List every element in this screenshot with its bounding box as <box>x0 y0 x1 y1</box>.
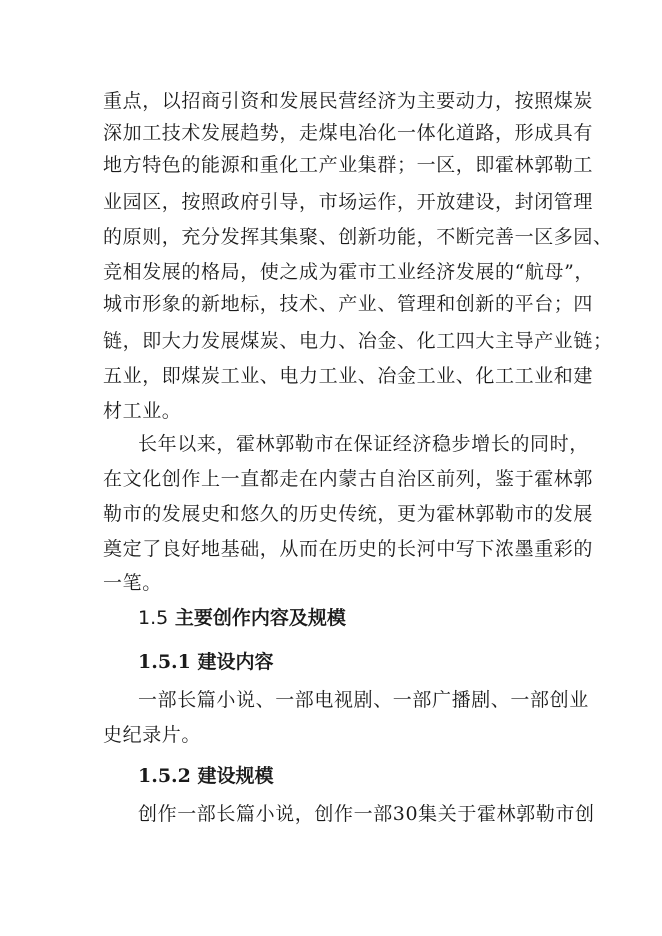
paragraph-line: 奠定了良好地基础，从而在历史的长河中写下浓墨重彩的 <box>103 538 594 560</box>
section-number: 1.5.1 <box>138 651 191 673</box>
section-number: 1.5.2 <box>138 765 191 787</box>
section-heading-1-5-1 <box>138 650 274 674</box>
paragraph-line: 链，即大力发展煤炭、电力、冶金、化工四大主导产业链； <box>103 330 613 352</box>
paragraph-line: 五业，即煤炭工业、电力工业、冶金工业、化工工业和建 <box>103 365 594 387</box>
paragraph-line: 创作一部长篇小说，创作一部30集关于霍林郭勒市创 <box>138 803 595 825</box>
paragraph-line: 一部长篇小说、一部电视剧、一部广播剧、一部创业 <box>138 689 589 711</box>
paragraph-line: 勒市的发展史和悠久的历史传统，更为霍林郭勒市的发展 <box>103 503 594 525</box>
paragraph-line: 地方特色的能源和重化工产业集群；一区，即霍林郭勒工 <box>103 154 594 176</box>
paragraph-line: 在文化创作上一直都走在内蒙古自治区前列，鉴于霍林郭 <box>103 468 594 490</box>
paragraph-line: 一笔。 <box>103 572 162 594</box>
paragraph-line: 材工业。 <box>103 400 182 422</box>
section-number: 1.5 <box>138 607 169 629</box>
paragraph-line: 深加工技术发展趋势，走煤电冶化一体化道路，形成具有 <box>103 122 594 144</box>
paragraph-line: 业园区，按照政府引导，市场运作，开放建设，封闭管理 <box>103 191 594 213</box>
section-title: 建设内容 <box>197 651 274 673</box>
paragraph-line: 城市形象的新地标，技术、产业、管理和创新的平台；四 <box>103 293 594 315</box>
paragraph-line: 竞相发展的格局，使之成为霍市工业经济发展的“航母”， <box>103 261 595 283</box>
paragraph-line: 重点，以招商引资和发展民营经济为主要动力，按照煤炭 <box>103 90 594 112</box>
paragraph-line: 的原则，充分发挥其集聚、创新功能，不断完善一区多园、 <box>103 226 613 248</box>
section-heading-1-5-2 <box>138 764 274 788</box>
paragraph-line: 长年以来，霍林郭勒市在保证经济稳步增长的同时， <box>138 433 589 455</box>
section-title: 主要创作内容及规模 <box>174 607 346 629</box>
section-heading-1-5 <box>138 606 346 630</box>
paragraph-line: 史纪录片。 <box>103 724 202 746</box>
section-title: 建设规模 <box>197 765 274 787</box>
